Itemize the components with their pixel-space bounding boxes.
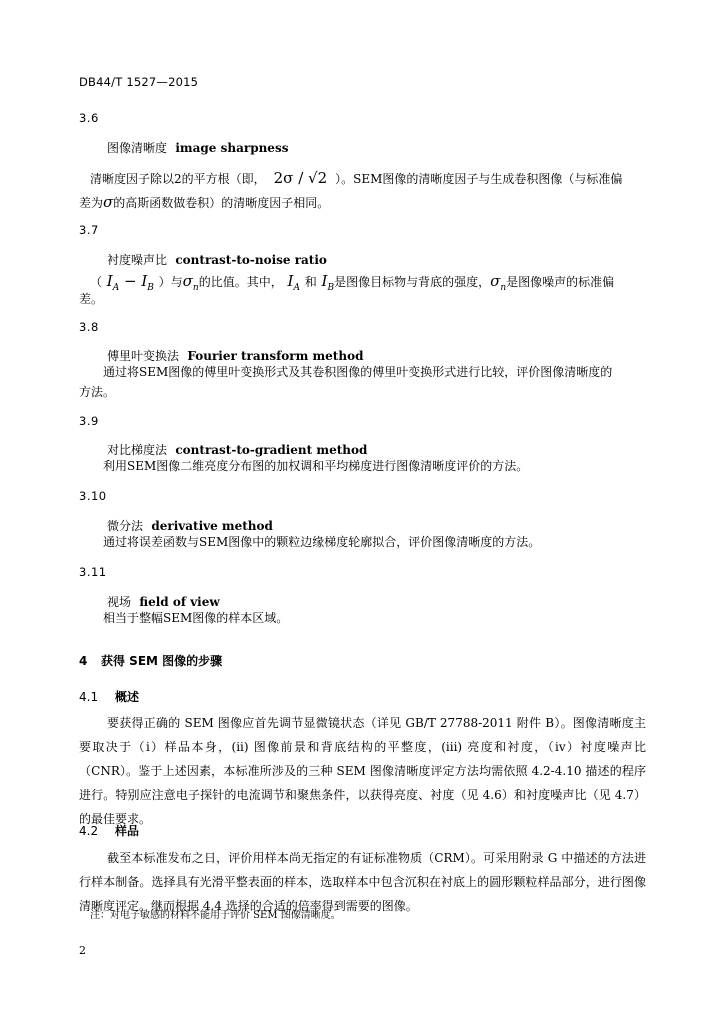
clause-number: 3.9 xyxy=(79,414,99,428)
term-en: contrast-to-gradient method xyxy=(175,443,368,457)
subsection-number: 4.2 xyxy=(79,824,99,838)
text-span: 是图像噪声的标准偏 xyxy=(506,275,615,289)
clause-number: 3.6 xyxy=(79,111,99,125)
text-span: 差为 xyxy=(79,196,104,210)
term-zh: 图像清晰度 xyxy=(107,141,168,155)
term-en: derivative method xyxy=(151,519,273,533)
text-span: 清晰度因子除以2的平方根（即， xyxy=(90,172,266,186)
definition-line: 方法。 xyxy=(79,385,116,399)
definition-line: 通过将SEM图像的傅里叶变换形式及其卷积图像的傅里叶变换形式进行比较，评价图像清晰度的 xyxy=(103,365,613,379)
term-heading xyxy=(107,251,327,268)
term-en: contrast-to-noise ratio xyxy=(175,253,327,267)
section-title: 获得 SEM 图像的步骤 xyxy=(101,654,223,668)
subsection-number: 4.1 xyxy=(79,690,99,704)
note: 注：对电子敏感的材料不能用于评价 SEM 图像清晰度。 xyxy=(90,910,341,921)
ia-symbol: $I_A$ xyxy=(282,272,300,293)
text-span: ）与 xyxy=(158,275,183,289)
term-en: field of view xyxy=(139,595,220,609)
term-zh: 傅里叶变换法 xyxy=(107,349,180,363)
formula: 2σ / √2 xyxy=(273,169,328,187)
term-zh: 对比梯度法 xyxy=(107,443,168,457)
term-en: image sharpness xyxy=(175,141,289,155)
definition-line: 差。 xyxy=(79,292,104,306)
subsection-heading xyxy=(79,822,139,839)
term-zh: 视场 xyxy=(107,595,132,609)
text-span: 的比值。其中， xyxy=(198,275,283,289)
paragraph: 要获得正确的 SEM 图像应首先调节显微镜状态（详见 GB/T 27788-2011 附件 B）。图像清晰度主要取决于（i）样品本身，(ii) 图像前景和背底结构的平整度，(iii) 亮度和衬度，（iv）衬度噪声比（CNR）。鉴于上述因素，本标准所涉及的三种 SEM 图像清晰度评定方法均需依照 4.2-4.10 描述的程序进行。特别应注意电子探针的电流调节和聚焦条件，以获得亮度、衬度（见 4.6）和衬度噪声比（见 4.7）的最佳要求。 xyxy=(79,716,646,826)
document-code: DB44/T 1527—2015 xyxy=(79,75,199,89)
paragraph: 截至本标准发布之日，评价用样本尚无指定的有证标准物质（CRM）。可采用附录 G 中描述的方法进行样本制备。选择具有光滑平整表面的样本，选取样本中包含沉积在衬底上的圆形颗粒样品部分，进行图像清晰度评定。继而根据 4.4 选择的合适的倍率得到需要的图像。 xyxy=(79,851,646,913)
clause-number: 3.8 xyxy=(79,320,99,334)
subsection-heading xyxy=(79,688,139,705)
section-number: 4 xyxy=(79,654,88,668)
clause-number: 3.10 xyxy=(79,489,107,503)
term-zh: 衬度噪声比 xyxy=(107,253,168,267)
subsection-title: 概述 xyxy=(115,690,140,704)
page-number: 2 xyxy=(79,944,86,957)
section-heading xyxy=(79,652,222,669)
sigma-n: $\sigma_n$ xyxy=(490,272,507,293)
clause-number: 3.11 xyxy=(79,565,107,579)
text-span: ）。SEM图像的清晰度因子与生成卷积图像（与标准偏 xyxy=(335,172,623,186)
text-span: 和 xyxy=(304,275,317,289)
text-span: （ xyxy=(90,275,103,289)
sigma-symbol: σ xyxy=(103,193,114,211)
text-span: 的高斯函数做卷积）的清晰度因子相同。 xyxy=(113,196,330,210)
text-span: 是图像目标物与背底的强度， xyxy=(334,275,491,289)
definition-line xyxy=(79,190,635,216)
definition-line: 通过将误差函数与SEM图像中的颗粒边缘梯度轮廓拟合，评价图像清晰度的方法。 xyxy=(103,535,541,549)
clause-number: 3.7 xyxy=(79,223,99,237)
definition-line: 利用SEM图像二维亮度分布图的加权调和平均梯度进行图像清晰度评价的方法。 xyxy=(103,459,529,473)
ia-minus-ib: $I_A - I_B$ xyxy=(102,272,154,293)
subsection-title: 样品 xyxy=(115,824,140,838)
ib-symbol: $I_B$ xyxy=(316,272,335,293)
sigma-n: $\sigma_n$ xyxy=(182,272,199,293)
term-zh: 微分法 xyxy=(107,519,144,533)
definition-line: 相当于整幅SEM图像的样本区域。 xyxy=(103,611,289,625)
term-en: Fourier transform method xyxy=(187,349,364,363)
term-heading xyxy=(107,139,288,156)
definition-line xyxy=(90,166,646,192)
